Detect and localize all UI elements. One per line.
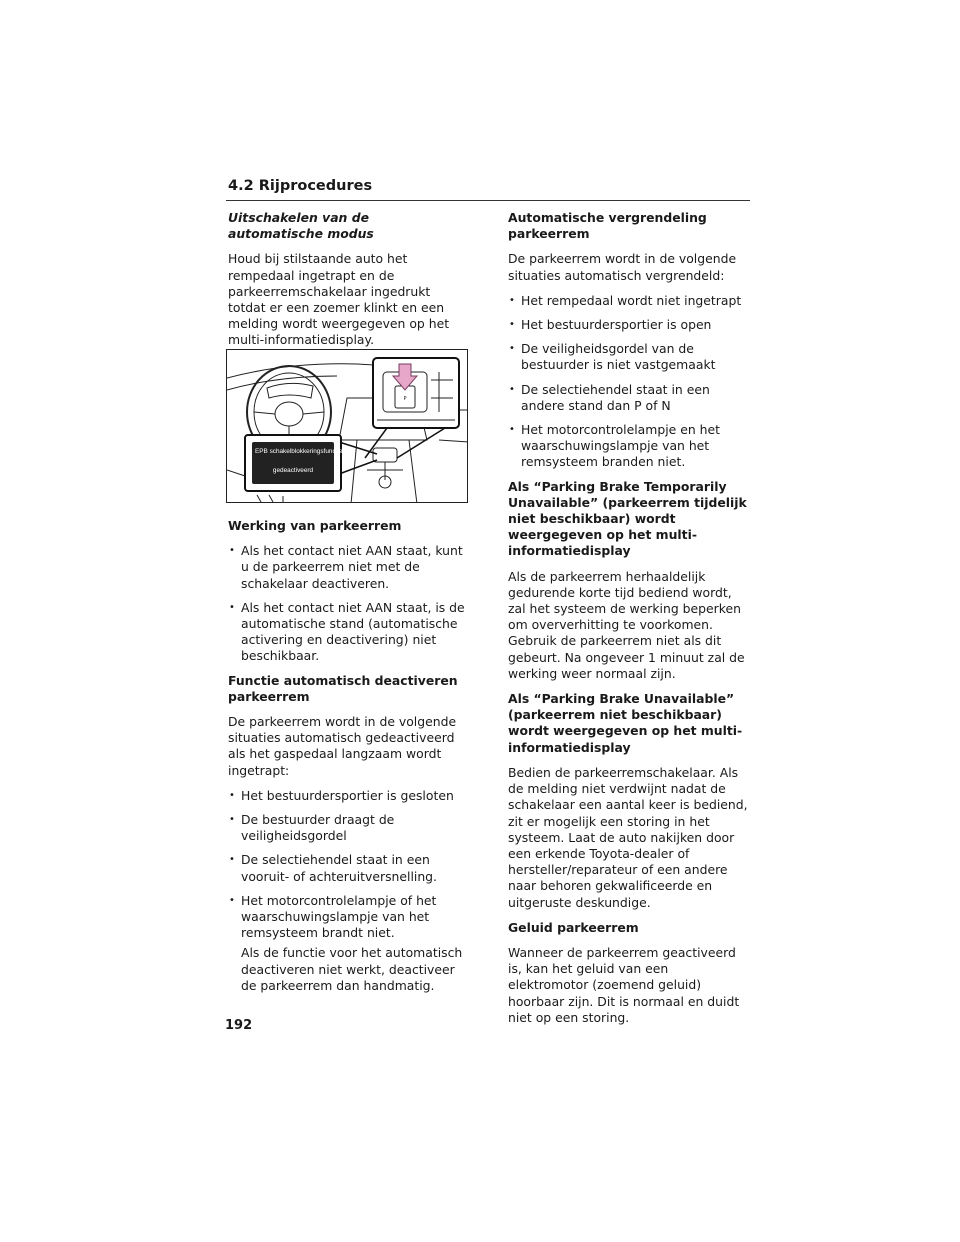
right-column: [508, 210, 748, 1035]
note-manual-release: Als de functie voor het automatisch deactiveren niet werkt, deactiveer de parkeerrem dan handmatig.: [241, 945, 463, 993]
left-column-top: [228, 210, 468, 358]
heading-auto-lock: Automatische vergrendeling parkeerrem: [508, 210, 707, 242]
heading-disable-auto-mode: Uitschakelen van de automatische modus: [228, 210, 374, 242]
section-title: 4.2 Rijprocedures: [228, 178, 373, 194]
list-item: • Het motorcontrolelampje of het waarschuwingslampje van het remsysteem brandt niet.: [228, 893, 468, 942]
heading-temporarily-unavailable: Als “Parking Brake Temporarily Unavailable” (parkeerrem tijdelijk niet beschikbaar) wordt weergegeven op het multi-informatiedisplay: [508, 478, 747, 559]
list-item: • Het motorcontrolelampje en het waarschuwingslampje van het remsysteem branden niet.: [508, 422, 748, 471]
heading-auto-release: Functie automatisch deactiveren parkeerrem: [228, 672, 458, 704]
list-item: • Als het contact niet AAN staat, is de automatische stand (automatische activering en deactivering) niet beschikbaar.: [228, 600, 468, 665]
display-message-line1: EPB schakelblokkeringsfunctie: [255, 448, 343, 455]
mid-display-callout: [244, 434, 342, 492]
list-item: • Als het contact niet AAN staat, kunt u de parkeerrem niet met de schakelaar deactiveren.: [228, 543, 468, 592]
heading-parking-brake-operation: Werking van parkeerrem: [228, 518, 402, 533]
list-item: • De selectiehendel staat in een andere stand dan P of N: [508, 382, 748, 414]
multi-information-display: [252, 442, 343, 484]
paragraph-temporarily-unavailable: Als de parkeerrem herhaaldelijk gedurende korte tijd bediend wordt, zal het systeem de werking beperken om oververhitting te voorkomen. Gebruik de parkeerrem niet als dit gebeurt. Na ongeveer 1 minuut zal de werking weer normaal zijn.: [508, 568, 745, 681]
list-item: • De bestuurder draagt de veiligheidsgordel: [228, 812, 468, 844]
list-item: • De veiligheidsgordel van de bestuurder is niet vastgemaakt: [508, 341, 748, 373]
list-item: • Het bestuurdersportier is open: [508, 317, 748, 333]
paragraph-disable-auto-mode: Houd bij stilstaande auto het rempedaal ingetrapt en de parkeerremschakelaar ingedrukt totdat er een zoemer klinkt en een melding wordt weergegeven op het multi-informatiedisplay.: [228, 251, 450, 348]
display-message-line2: gedeactiveerd: [272, 467, 314, 474]
section-header: [226, 178, 750, 201]
left-column-bottom: [228, 518, 468, 1002]
svg-text:P: P: [403, 396, 407, 402]
paragraph-auto-lock: De parkeerrem wordt in de volgende situaties automatisch vergrendeld:: [508, 251, 737, 283]
paragraph-auto-release: De parkeerrem wordt in de volgende situaties automatisch gedeactiveerd als het gaspedaal langzaam wordt ingetrapt:: [228, 714, 457, 778]
page-number: 192: [225, 1018, 253, 1033]
list-item: • Het bestuurdersportier is gesloten: [228, 788, 468, 804]
list-item: • Het rempedaal wordt niet ingetrapt: [508, 293, 748, 309]
list-item: • De selectiehendel staat in een vooruit- of achteruitversnelling.: [228, 852, 468, 884]
paragraph-brake-sound: Wanneer de parkeerrem geactiveerd is, kan het geluid van een elektromotor (zoemend geluid) hoorbaar zijn. Dit is normaal en duidt niet op een storing.: [508, 944, 740, 1025]
paragraph-unavailable: Bedien de parkeerremschakelaar. Als de melding niet verdwijnt nadat de schakelaar een aantal keer is bediend, zit er mogelijk een storing in het systeem. Laat de auto nakijken door een erkende Toyota-dealer of hersteller/reparateur of een andere naar behoren gekwalificeerde en uitgeruste deskundige.: [508, 764, 748, 910]
parking-brake-illustration: [226, 349, 468, 503]
heading-brake-sound: Geluid parkeerrem: [508, 919, 639, 935]
heading-unavailable: Als “Parking Brake Unavailable” (parkeerrem niet beschikbaar) wordt weergegeven op het multi-informatiedisplay: [508, 691, 743, 755]
